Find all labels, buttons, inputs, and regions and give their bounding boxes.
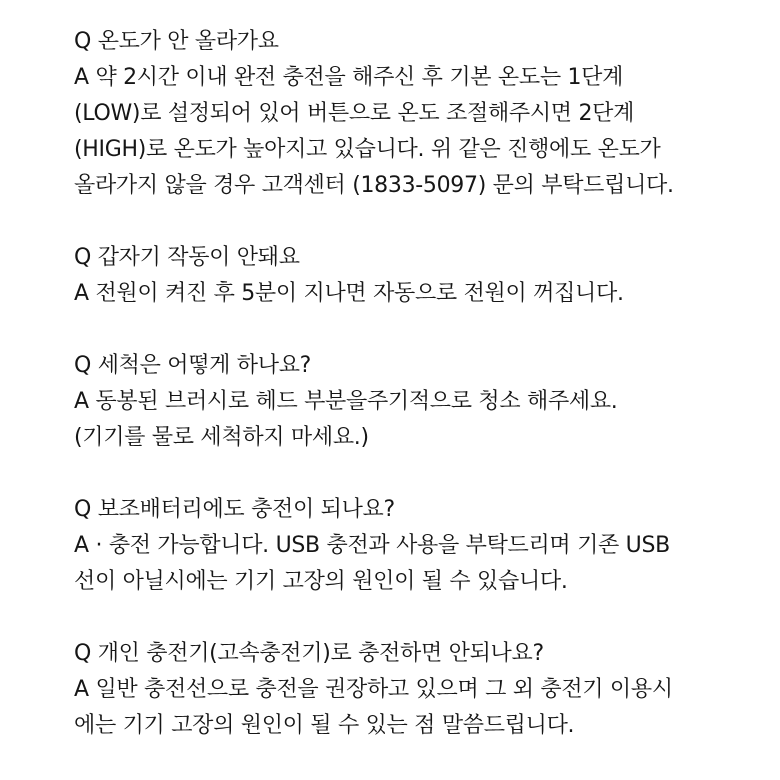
- faq-item-cleaning: [74, 348, 764, 456]
- faq-answer-line: A 동봉된 브러시로 헤드 부분을주기적으로 청소 해주세요.: [74, 389, 618, 414]
- faq-question: Q 온도가 안 올라가요: [74, 29, 279, 54]
- faq-question: Q 세척은 어떻게 하나요?: [74, 353, 312, 378]
- faq-answer-line: 올라가지 않을 경우 고객센터 (1833-5097) 문의 부탁드립니다.: [74, 173, 674, 198]
- faq-answer-line: (기기를 물로 세척하지 마세요.): [74, 425, 369, 450]
- faq-item-power-bank: [74, 492, 764, 600]
- faq-question: Q 개인 충전기(고속충전기)로 충전하면 안되나요?: [74, 641, 544, 666]
- faq-answer-line: A · 충전 가능합니다. USB 충전과 사용을 부탁드리며 기존 USB: [74, 533, 670, 558]
- faq-answer-line: A 약 2시간 이내 완전 충전을 해주신 후 기본 온도는 1단계: [74, 65, 624, 90]
- faq-item-temperature: [74, 24, 764, 204]
- faq-item-fast-charger: [74, 636, 764, 744]
- faq-answer-line: A 일반 충전선으로 충전을 권장하고 있으며 그 외 충전기 이용시: [74, 677, 673, 702]
- faq-question: Q 갑자기 작동이 안돼요: [74, 245, 300, 270]
- faq-answer-line: (LOW)로 설정되어 있어 버튼으로 온도 조절해주시면 2단계: [74, 101, 635, 126]
- faq-list: [74, 24, 764, 780]
- faq-answer-line: 에는 기기 고장의 원인이 될 수 있는 점 말씀드립니다.: [74, 713, 575, 738]
- faq-answer-line: A 전원이 켜진 후 5분이 지나면 자동으로 전원이 꺼집니다.: [74, 281, 624, 306]
- faq-answer-line: 선이 아닐시에는 기기 고장의 원인이 될 수 있습니다.: [74, 569, 568, 594]
- faq-question: Q 보조배터리에도 충전이 되나요?: [74, 497, 395, 522]
- faq-answer-line: (HIGH)로 온도가 높아지고 있습니다. 위 같은 진행에도 온도가: [74, 137, 661, 162]
- faq-item-auto-off: [74, 240, 764, 312]
